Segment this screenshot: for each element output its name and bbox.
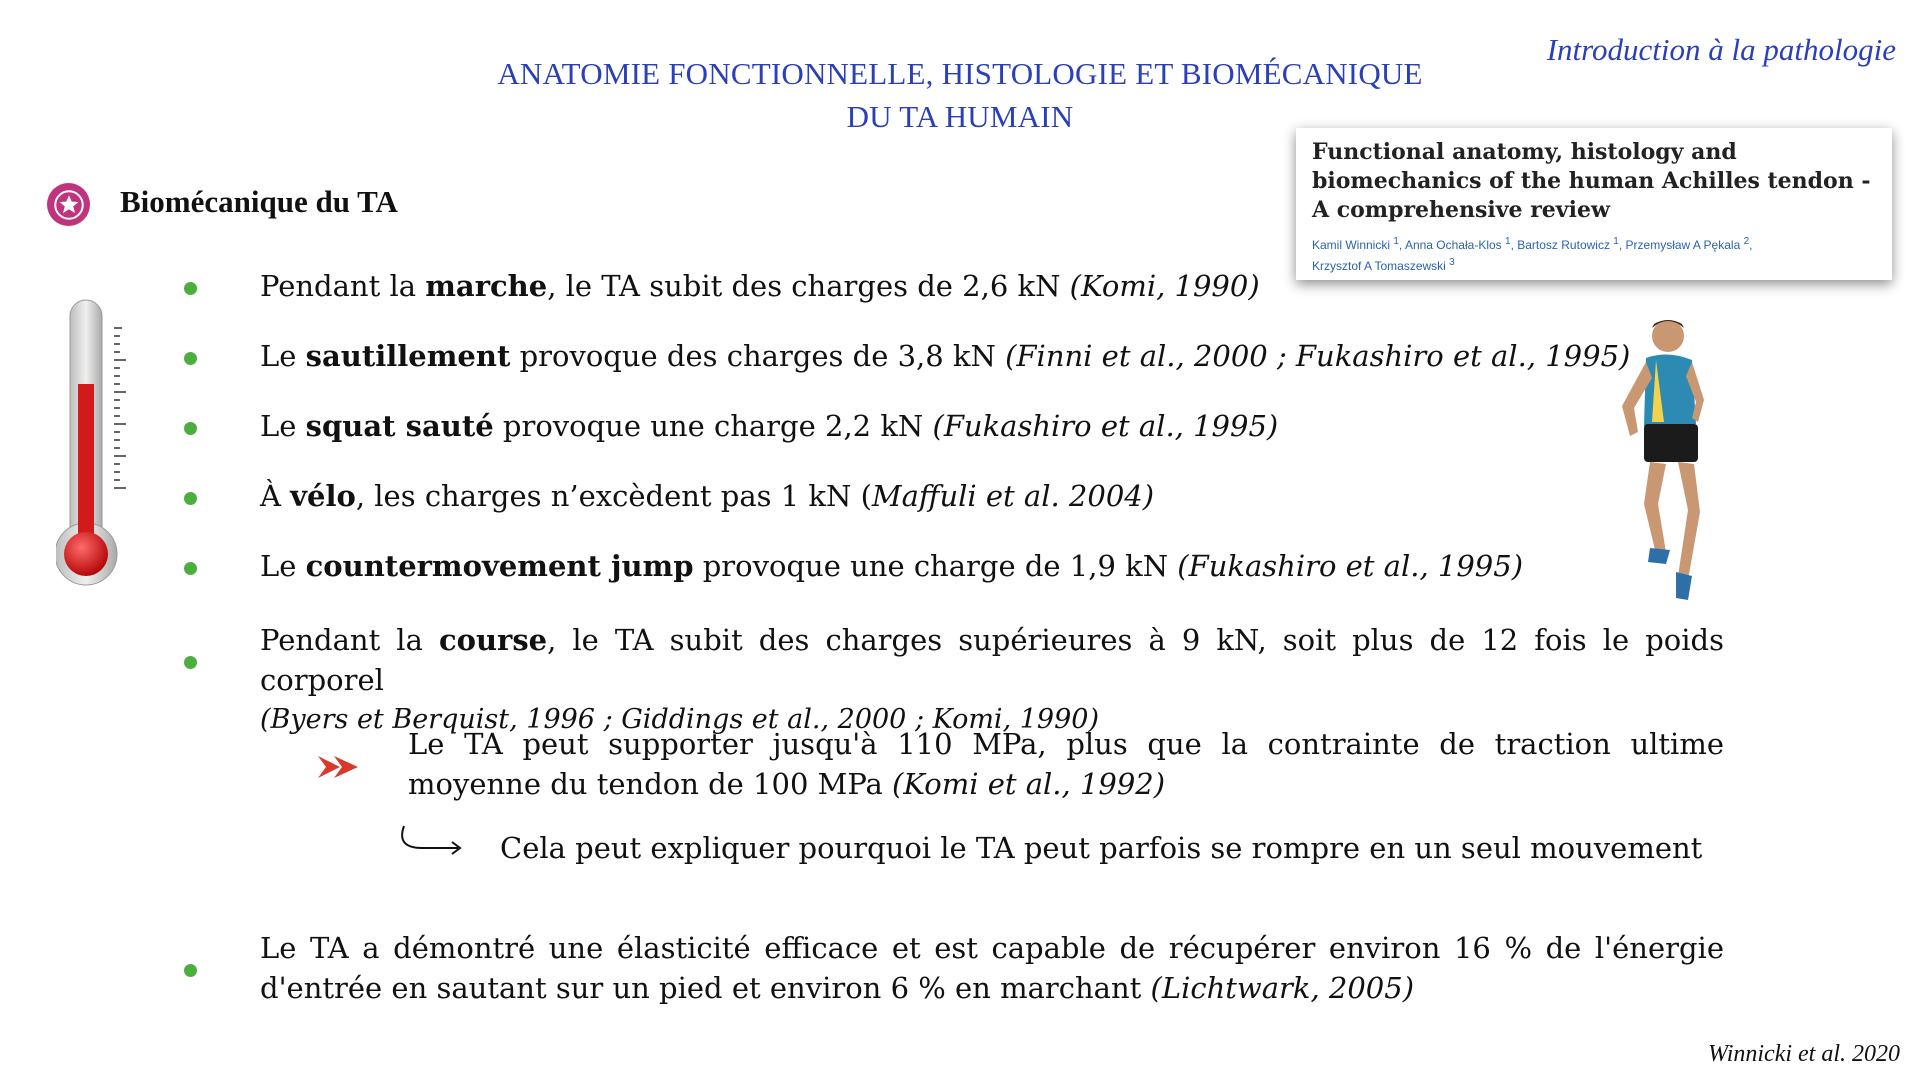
double-arrow-icon <box>316 752 362 782</box>
chapter-label: Introduction à la pathologie <box>1546 32 1896 67</box>
list-item: Le squat sauté provoque une charge 2,2 kN (Fukashiro et al., 1995) <box>260 409 1279 443</box>
section-heading: Biomécanique du TA <box>120 184 398 219</box>
sub-point-text: Le TA peut supporter jusqu'à 110 MPa, plus que la contrainte de traction ultime moyenne du tendon de 100 MPa (Komi et al., 1992) <box>408 727 1724 801</box>
bullet-marker <box>184 656 197 669</box>
thermometer-icon <box>56 298 136 588</box>
paper-reference-card <box>1296 128 1892 280</box>
list-item: Le sautillement provoque des charges de 3,8 kN (Finni et al., 2000 ; Fukashiro et al., 1995) <box>260 339 1631 373</box>
consequence-text: Cela peut expliquer pourquoi le TA peut parfois se rompre en un seul mouvement <box>500 831 1703 865</box>
list-item: Pendant la course, le TA subit des charges supérieures à 9 kN, soit plus de 12 fois le poids corporel (Byers et Berquist, 1996 ; Giddings et al., 2000 ; Komi, 1990) <box>260 623 1724 735</box>
bullet-marker <box>184 422 197 435</box>
bullet-marker <box>184 352 197 365</box>
list-item: Le TA a démontré une élasticité efficace et est capable de récupérer environ 16 % de l'énergie d'entrée en sautant sur un pied et environ 6 % en marchant (Lichtwark, 2005) <box>260 931 1724 1005</box>
title-line-2: DU TA HUMAIN <box>846 99 1074 134</box>
author-link[interactable]: Krzysztof A Tomaszewski $^3$ <box>1312 257 1455 273</box>
author-link[interactable]: Anna Ochała-Klos $^1$ <box>1404 236 1511 252</box>
bullet-marker <box>184 492 197 505</box>
paper-title: Functional anatomy, histology and biomechanics of the human Achilles tendon - A comprehensive review <box>1312 139 1871 223</box>
title-line-1: ANATOMIE FONCTIONNELLE, HISTOLOGIE ET BIOMÉCANIQUE <box>497 56 1423 91</box>
bullet-marker <box>184 562 197 575</box>
author-link[interactable]: Kamil Winnicki $^1$ <box>1312 236 1399 252</box>
footer-citation: Winnicki et al. 2020 <box>1708 1041 1900 1067</box>
list-item: Le countermovement jump provoque une charge de 1,9 kN (Fukashiro et al., 1995) <box>260 549 1524 583</box>
page-title <box>420 52 1500 138</box>
list-item: À vélo, les charges n’excèdent pas 1 kN (Maffuli et al. 2004) <box>260 479 1155 513</box>
bullet-marker <box>184 964 197 977</box>
author-link[interactable]: Bartosz Rutowicz $^1$ <box>1517 236 1619 252</box>
bullet-marker <box>184 282 197 295</box>
paper-authors: Kamil Winnicki $^1$, Anna Ochała-Klos $^1$, Bartosz Rutowicz $^1$, Przemysław A Pękala $^2$, Krzysztof A Tomaszewski $^3$ <box>1312 236 1753 273</box>
curved-arrow-icon <box>396 822 466 856</box>
author-link[interactable]: Przemysław A Pękala $^2$ <box>1625 236 1750 252</box>
list-item: Pendant la marche, le TA subit des charges de 2,6 kN (Komi, 1990) <box>260 269 1260 303</box>
star-icon <box>47 183 90 226</box>
